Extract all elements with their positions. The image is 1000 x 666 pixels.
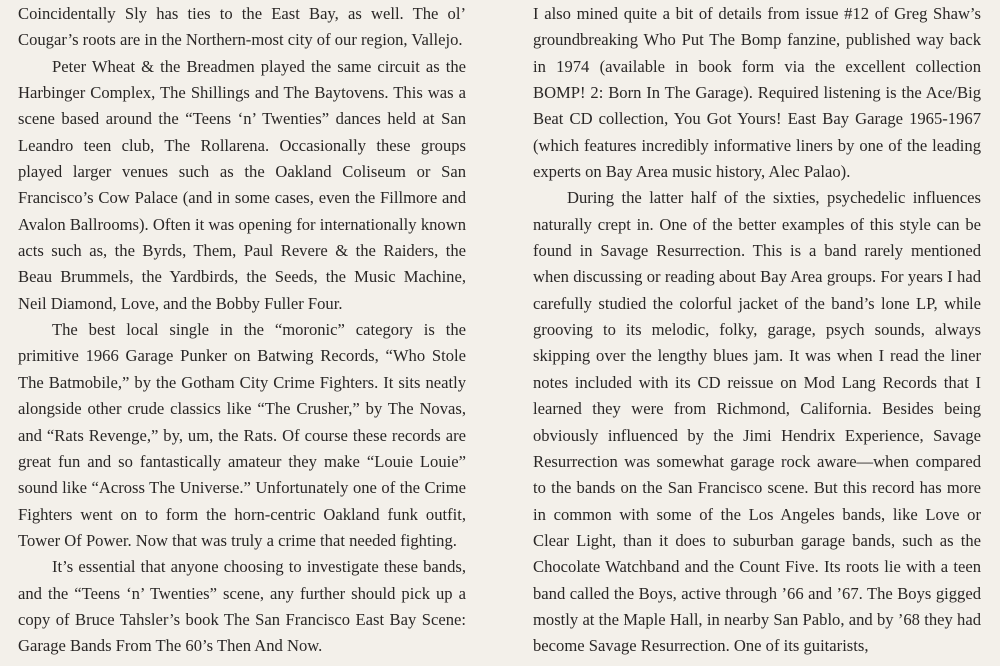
right-text-column bbox=[533, 1, 981, 660]
paragraph: Peter Wheat & the Breadmen played the same circuit as the Harbinger Complex, The Shillings and The Baytovens. This was a scene based around the “Teens ‘n’ Twenties” dances held at San Leandro teen club, The Rollarena. Occasionally these groups played larger venues such as the Oakland Coliseum or San Francisco’s Cow Palace (and in some cases, even the Fillmore and Avalon Ballrooms). Often it was opening for internationally known acts such as, the Byrds, Them, Paul Revere & the Raiders, the Beau Brummels, the Yardbirds, the Seeds, the Music Machine, Neil Diamond, Love, and the Bobby Fuller Four. bbox=[18, 56, 466, 313]
paragraph: I also mined quite a bit of details from issue #12 of Greg Shaw’s groundbreaking Who Put The Bomp fanzine, published way back in 1974 (available in book form via the excellent collection BOMP! 2: Born In The Garage). Required listening is the Ace/Big Beat CD collection, You Got Yours! East Bay Garage 1965-1967 (which features incredibly informative liners by one of the leading experts on Bay Area music history, Alec Palao). bbox=[533, 4, 981, 182]
paragraph: Coincidentally Sly has ties to the East Bay, as well. The ol’ Cougar’s roots are in the Northern-most city of our region, Vallejo. bbox=[18, 4, 466, 50]
left-text-column bbox=[18, 1, 466, 660]
paragraph: The best local single in the “moronic” category is the primitive 1966 Garage Punker on Batwing Records, “Who Stole The Batmobile,” by the Gotham City Crime Fighters. It sits neatly alongside other crude classics like “The Crusher,” by The Novas, and “Rats Revenge,” by, um, the Rats. Of course these records are great fun and so fantastically amateur they make “Louie Louie” sound like “Across The Universe.” Unfortunately one of the Crime Fighters went on to form the horn-centric Oakland funk outfit, Tower Of Power. Now that was truly a crime that needed fighting. bbox=[18, 320, 466, 550]
paragraph: It’s essential that anyone choosing to investigate these bands, and the “Teens ‘n’ Twenties” scene, any further should pick up a copy of Bruce Tahsler’s book The San Francisco East Bay Scene: Garage Bands From The 60’s Then And Now. bbox=[18, 557, 466, 656]
paragraph: During the latter half of the sixties, psychedelic influences naturally crept in. One of the better examples of this style can be found in Savage Resurrection. This is a band rarely mentioned when discussing or reading about Bay Area groups. For years I had carefully studied the colorful jacket of the band’s lone LP, while grooving to its melodic, folky, garage, psych sounds, always skipping over the lengthy blues jam. It was when I read the liner notes included with its CD reissue on Mod Lang Records that I learned they were from Richmond, California. Besides being obviously influenced by the Jimi Hendrix Experience, Savage Resurrection was somewhat garage rock aware—when compared to the bands on the San Francisco scene. But this record has more in common with some of the Los Angeles bands, like Love or Clear Light, than it does to suburban garage bands, such as the Chocolate Watchband and the Count Five. Its roots lie with a teen band called the Boys, active through ’66 and ’67. The Boys gigged mostly at the Maple Hall, in nearby San Pablo, and by ’68 they had become Savage Resurrection. One of its guitarists, bbox=[533, 188, 981, 656]
